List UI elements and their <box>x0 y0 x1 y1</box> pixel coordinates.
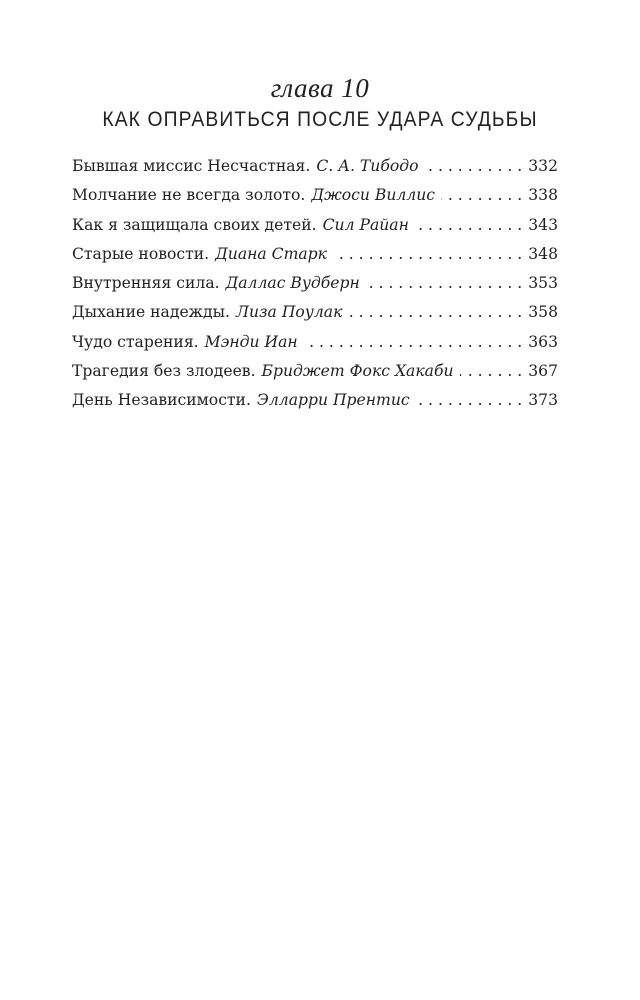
toc-entry[interactable] <box>72 328 558 357</box>
entry-page-number: 338 <box>528 186 558 205</box>
table-of-contents <box>72 152 558 416</box>
entry-author: Сил Райан <box>322 215 409 234</box>
toc-entry[interactable] <box>72 211 558 240</box>
dot-leader <box>425 152 523 181</box>
dot-leader <box>366 269 522 298</box>
entry-author: Джоси Виллис <box>311 186 436 205</box>
dot-leader <box>416 386 523 415</box>
dot-leader <box>304 328 523 357</box>
entry-title: Бывшая миссис Несчастная. <box>72 157 311 175</box>
entry-title: Внутренняя сила. <box>72 274 220 293</box>
toc-entry[interactable] <box>72 181 558 210</box>
chapter-label: глава 10 <box>270 73 370 103</box>
toc-entry[interactable] <box>72 152 558 181</box>
chapter-title: КАК ОПРАВИТЬСЯ ПОСЛЕ УДАРА СУДЬБЫ <box>102 108 538 131</box>
entry-author: С. А. Тибодо <box>316 157 419 175</box>
entry-author: Диана Старк <box>215 244 327 263</box>
entry-title: Старые новости. <box>72 244 210 263</box>
entry-page-number: 358 <box>528 303 558 322</box>
entry-page-number: 367 <box>528 362 558 381</box>
entry-author: Элларри Прентис <box>256 391 410 410</box>
entry-title: Молчание не всегда золото. <box>72 186 306 205</box>
toc-entry[interactable] <box>72 269 558 298</box>
entry-page-number: 373 <box>528 391 558 410</box>
entry-author: Лиза Поулак <box>236 303 343 322</box>
entry-title: День Независимости. <box>72 391 251 410</box>
dot-leader <box>441 181 522 210</box>
entry-author: Бриджет Фокс Хакаби <box>261 362 454 381</box>
entry-page-number: 343 <box>528 215 558 234</box>
entry-page-number: 332 <box>528 157 558 175</box>
dot-leader <box>348 298 522 327</box>
dot-leader <box>333 240 522 269</box>
toc-entry[interactable] <box>72 357 558 386</box>
entry-page-number: 348 <box>528 244 558 263</box>
entry-title: Дыхание надежды. <box>72 303 230 322</box>
dot-leader <box>460 357 523 386</box>
entry-title: Трагедия без злодеев. <box>72 362 256 381</box>
entry-page-number: 363 <box>528 332 558 351</box>
toc-entry[interactable] <box>72 386 558 415</box>
entry-title: Как я защищала своих детей. <box>72 215 317 234</box>
entry-title: Чудо старения. <box>72 332 199 351</box>
toc-entry[interactable] <box>72 240 558 269</box>
entry-page-number: 353 <box>528 274 558 293</box>
entry-author: Даллас Вудберн <box>225 274 360 293</box>
toc-entry[interactable] <box>72 298 558 327</box>
entry-author: Мэнди Иан <box>204 332 298 351</box>
dot-leader <box>415 211 522 240</box>
